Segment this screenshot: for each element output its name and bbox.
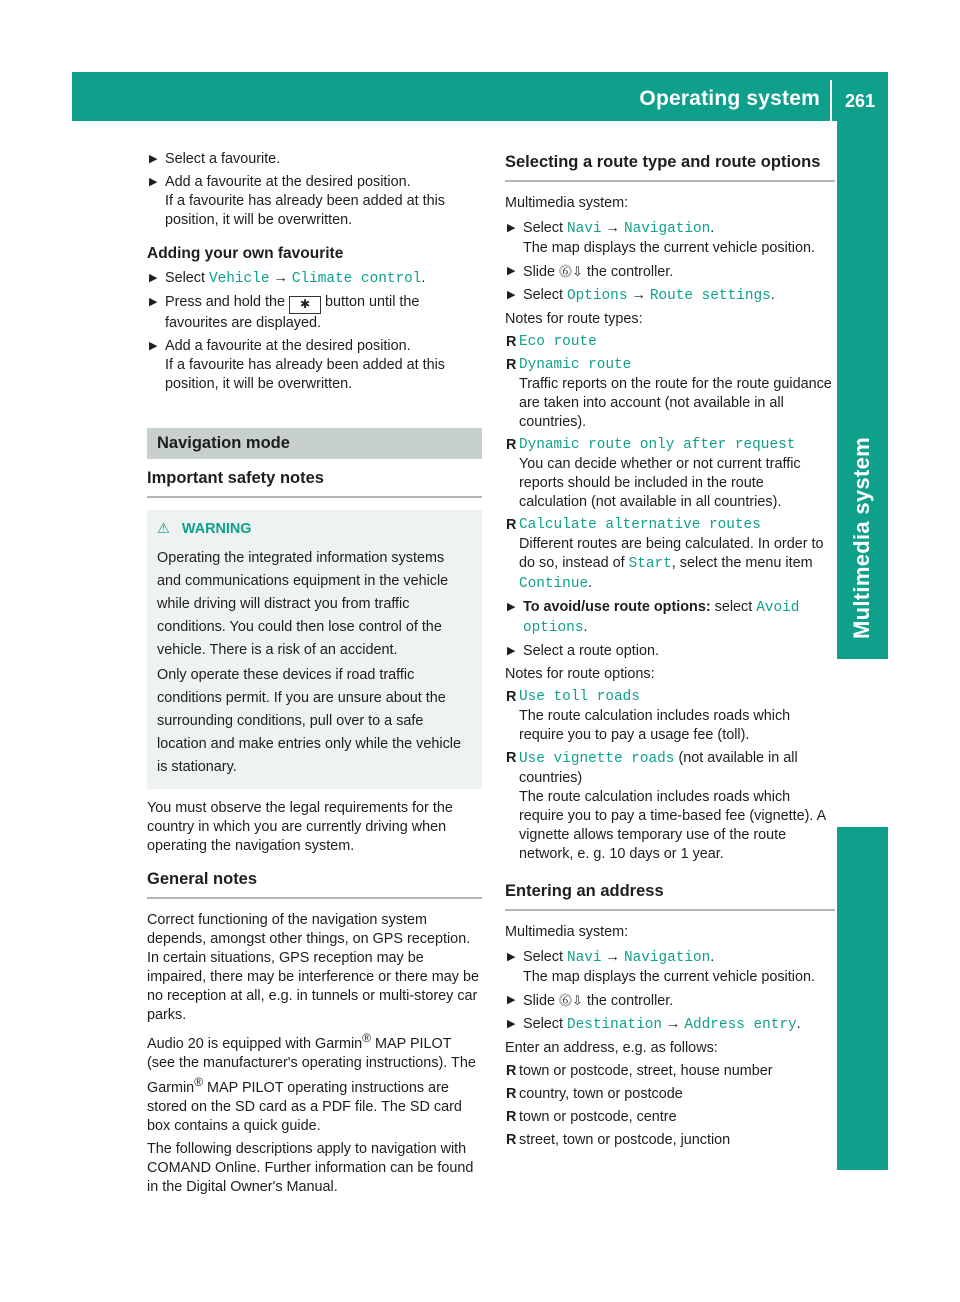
goto-icon: →	[273, 270, 288, 286]
heading-own-favourite: Adding your own favourite	[147, 245, 344, 262]
bullet-icon: R	[506, 1132, 517, 1148]
arrow-icon: ▶	[507, 289, 516, 301]
header-divider	[830, 80, 832, 121]
route-options-label: Notes for route options:	[505, 666, 655, 682]
route-type-item: R Calculate alternative routes Different routes are being calculated. In order to do so, instead of Start, select the menu item Continue.	[506, 517, 824, 592]
general-comand: The following descriptions apply to navigation with COMAND Online. Further information can be found in the Digital Owner's Manual.	[147, 1140, 474, 1195]
bullet-icon: R	[506, 1063, 517, 1079]
enter-address-label: Enter an address, e.g. as follows:	[505, 1040, 718, 1056]
header-title: Operating system	[639, 87, 820, 110]
step-avoid-options: ▶ To avoid/use route options: select Avoid options.	[507, 599, 800, 636]
route-type-item: R Eco route	[506, 334, 597, 350]
step-select-route-option: ▶ Select a route option.	[507, 643, 660, 659]
arrow-icon: ▶	[149, 176, 158, 188]
arrow-icon: ▶	[507, 951, 516, 963]
bullet-icon: R	[506, 1109, 517, 1125]
address-format-item: R town or postcode, street, house number	[506, 1063, 773, 1079]
arrow-icon: ▶	[507, 994, 516, 1006]
step-press-hold: ▶ Press and hold the ✱ button until the favourites are displayed.	[149, 294, 420, 331]
menu-options: Options	[567, 288, 628, 304]
heading-route-options: Selecting a route type and route options	[505, 153, 835, 182]
step-add-favourite-2: ▶ Add a favourite at the desired position. If a favourite has already been added at this position, it will be overwritten.	[149, 338, 446, 392]
bullet-icon: R	[506, 334, 517, 350]
route-types-label: Notes for route types:	[505, 311, 643, 327]
goto-icon: →	[631, 287, 646, 303]
star-key-icon: ✱	[289, 296, 321, 314]
route-type-item: R Dynamic route Traffic reports on the route for the route guidance are taken into account (not available in all countries).	[506, 357, 832, 430]
bullet-icon: R	[506, 517, 517, 533]
address-format-item: R street, town or postcode, junction	[506, 1132, 731, 1148]
route-type-item: R Dynamic route only after request You can decide whether or not current traffic reports should be included in the route calculation (not available in all countries).	[506, 437, 801, 510]
right-column	[505, 150, 835, 1154]
step-slide-controller-2: ▶ Slide ⓺⇩ the controller.	[507, 993, 674, 1009]
general-gps: Correct functioning of the navigation system depends, amongst other things, on GPS reception. In certain situations, GPS reception may be impaired, there may be interference or there may be no reception at all, e.g. in tunnels or multi-storey car parks.	[147, 912, 479, 1023]
heading-general-notes: General notes	[147, 870, 482, 899]
header-bar	[72, 72, 888, 121]
menu-navigation: Navigation	[623, 950, 711, 966]
menu-navi: Navi	[567, 221, 602, 237]
menu-vehicle: Vehicle	[209, 271, 270, 287]
legal-note: You must observe the legal requirements for the country in which you are currently driving when operating the navigation system.	[147, 800, 453, 854]
heading-safety-notes: Important safety notes	[147, 469, 482, 498]
step-select-navigation: ▶ Select Navi → Navigation. The map displays the current vehicle position.	[507, 220, 815, 256]
address-format-item: R town or postcode, centre	[506, 1109, 677, 1125]
arrow-icon: ▶	[507, 601, 516, 613]
side-tab-label: Multimedia system	[849, 437, 874, 639]
page-number: 261	[844, 91, 876, 111]
bullet-icon: R	[506, 357, 517, 373]
controller-icon: ⓺⇩	[559, 264, 583, 279]
address-format-item: R country, town or postcode	[506, 1086, 683, 1102]
controller-icon: ⓺⇩	[559, 993, 583, 1008]
heading-entering-address: Entering an address	[505, 882, 835, 911]
mm-label-2: Multimedia system:	[505, 924, 629, 940]
goto-icon: →	[605, 220, 620, 236]
menu-navigation: Navigation	[623, 221, 711, 237]
menu-start: Start	[628, 556, 672, 572]
arrow-icon: ▶	[149, 340, 158, 352]
warning-text-1: Operating the integrated information systems and communications equipment in the vehicle while driving will distract you from traffic conditions. You could then lose control of the vehicle. There is a risk of an accident.	[157, 550, 449, 658]
bullet-icon: R	[506, 750, 517, 766]
bullet-icon: R	[506, 437, 517, 453]
warning-box	[147, 510, 482, 789]
route-option-item: R Use toll roads The route calculation includes roads which require you to pay a usage fee (toll).	[506, 689, 791, 743]
warning-title: WARNING	[181, 521, 252, 537]
arrow-icon: ▶	[507, 222, 516, 234]
step-select-route-settings: ▶ Select Options → Route settings.	[507, 287, 775, 304]
menu-destination: Destination	[567, 1017, 662, 1033]
arrow-icon: ▶	[149, 153, 158, 165]
menu-continue: Continue	[519, 576, 589, 592]
bullet-icon: R	[506, 689, 517, 705]
mm-label: Multimedia system:	[505, 195, 629, 211]
step-select-climate: ▶ Select Vehicle → Climate control.	[149, 270, 426, 287]
general-garmin: Audio 20 is equipped with Garmin® MAP PILOT (see the manufacturer's operating instructions). The Garmin® MAP PILOT operating instructions are stored on the SD card as a PDF file. The SD card box contains a quick guide.	[147, 1031, 476, 1134]
arrow-icon: ▶	[149, 296, 158, 308]
arrow-icon: ▶	[149, 272, 158, 284]
bullet-icon: R	[506, 1086, 517, 1102]
menu-route-settings: Route settings	[649, 288, 771, 304]
step-slide-controller: ▶ Slide ⓺⇩ the controller.	[507, 264, 674, 280]
step-select-navigation-2: ▶ Select Navi → Navigation. The map displays the current vehicle position.	[507, 949, 815, 985]
goto-icon: →	[605, 949, 620, 965]
menu-climate-control: Climate control	[291, 271, 422, 287]
arrow-icon: ▶	[507, 265, 516, 277]
warning-icon: ⚠	[157, 521, 170, 537]
step-add-favourite: ▶ Add a favourite at the desired position. If a favourite has already been added at this position, it will be overwritten.	[149, 174, 446, 228]
route-option-item: R Use vignette roads (not available in all countries) The route calculation includes roads which require you to pay a time-based fee (vignette). A vignette allows temporary use of the route network, e. g. 10 days or 1 year.	[506, 750, 826, 862]
side-tab-gap	[837, 659, 888, 827]
menu-avoid-options: Avoid options	[523, 600, 800, 636]
menu-address-entry: Address entry	[684, 1017, 797, 1033]
step-select-address-entry: ▶ Select Destination → Address entry.	[507, 1016, 801, 1033]
goto-icon: →	[666, 1016, 681, 1032]
arrow-icon: ▶	[507, 1018, 516, 1030]
left-column	[147, 150, 482, 1201]
arrow-icon: ▶	[507, 645, 516, 657]
side-tab-block	[837, 1121, 888, 1170]
step-select-favourite: ▶ Select a favourite.	[149, 151, 281, 167]
section-navigation-mode: Navigation mode	[147, 428, 482, 459]
warning-text-2: Only operate these devices if road traffic conditions permit. If you are unsure about the surrounding conditions, pull over to a safe location and make entries only while the vehicle is stationary.	[157, 667, 461, 775]
menu-navi: Navi	[567, 950, 602, 966]
